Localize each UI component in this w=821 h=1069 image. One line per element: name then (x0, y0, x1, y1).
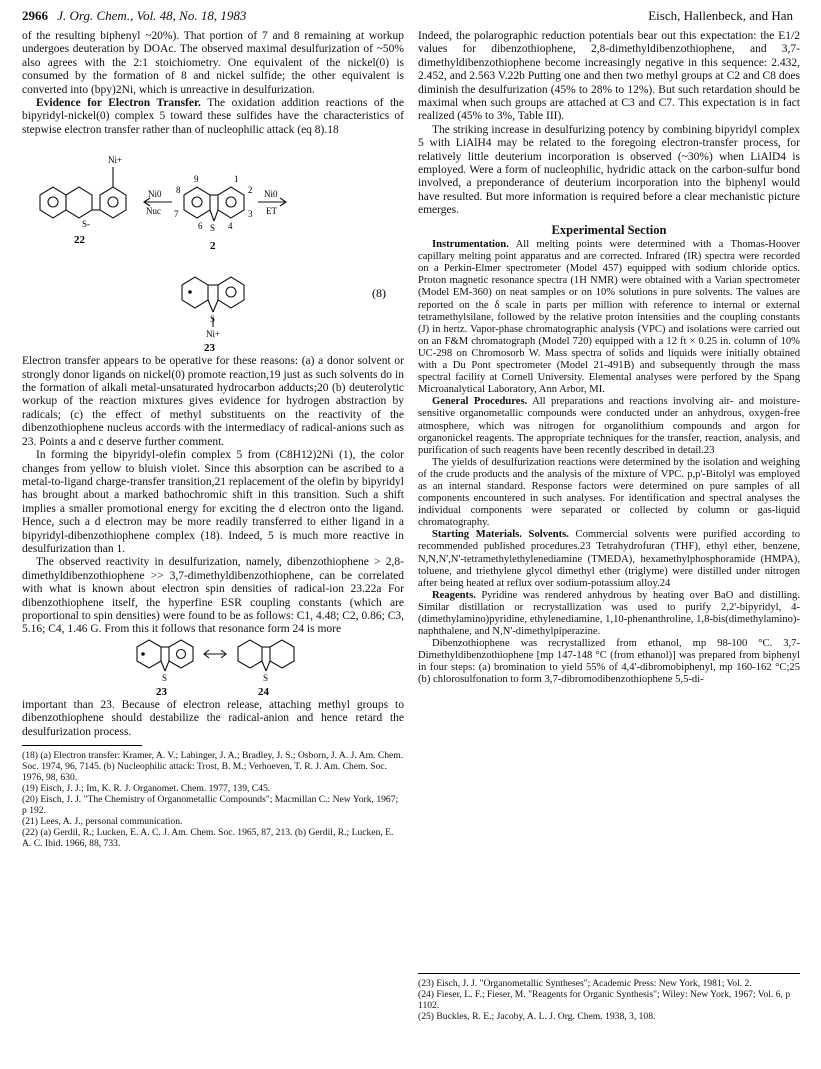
footnote: (19) Eisch, J. J.; Im, K. R. J. Organomet. Chem. 1977, 139, C45. (22, 783, 271, 794)
aromatic-circle (48, 197, 58, 207)
bond (262, 661, 266, 671)
position-number: 4 (228, 221, 233, 232)
aromatic-circle (226, 197, 236, 207)
benzene-ring (100, 187, 126, 218)
bond (213, 300, 218, 312)
aromatic-circle (226, 287, 236, 297)
run-in-heading: Reagents. (432, 589, 476, 601)
bond (165, 661, 169, 671)
benzene-ring (137, 640, 161, 668)
footnote: (21) Lees, A. J., personal communication. (22, 816, 183, 827)
paragraph-text: All preparations and reactions involving air- and moisture-sensitive organometallic compounds were conducted under an anhydrous, oxygen-free atmosphere, which was nitrogen for organolithium compounds and argon for organonickel reagents. The appropriate techniques for the transfer, reaction, analysis, and purification of such reagents have been recently described in detail.23 (418, 396, 800, 456)
benzene-ring (40, 187, 66, 218)
position-number: 2 (248, 185, 253, 196)
paragraph: In forming the bipyridyl-olefin complex 5 from (C8H12)2Ni (1), the color changes from yellow to bluish violet. Since this absorption can be ascribed to a metal-to-ligand charge-transfer transition,21 replacement of the olefin by bipyridyl has brought about a marked bathochromic shift in this transition. Such a shift implies a smaller promotional energy for exciting the d electron onto the ligand. Hence, such a d electron may be more readily transferred to either ligand in a bipyridyl-dibenzothiophene complex (18). Indeed, 5 is much more reactive in desulfurization than 1. (22, 449, 404, 555)
run-in-heading: General Procedures. (432, 396, 528, 408)
radical-dot (188, 290, 192, 294)
footnote-rule (418, 973, 800, 974)
benzene-ring (66, 187, 92, 218)
sulfur-label: S (210, 223, 216, 234)
position-number: 7 (174, 209, 179, 220)
footnote: (23) Eisch, J. J. "Organometallic Syntheses"; Academic Press: New York, 1981; Vol. 2. (418, 978, 752, 989)
s-minus-label: S- (82, 219, 91, 230)
sulfur-label: S (210, 314, 216, 325)
position-number: 1 (234, 174, 239, 185)
paragraph (22, 97, 404, 137)
footnotes-right (418, 973, 800, 1022)
run-in-heading: Evidence for Electron Transfer. (36, 97, 201, 110)
benzene-ring (218, 277, 244, 308)
page-number: 2966 (22, 8, 48, 23)
page-header (22, 8, 793, 28)
bond (161, 661, 165, 671)
journal-citation: J. Org. Chem., Vol. 48, No. 18, 1983 (57, 8, 247, 23)
aromatic-circle (177, 649, 186, 658)
benzene-ring (270, 640, 294, 668)
paragraph: Electron transfer appears to be operative for these reasons: (a) a donor solvent or strongly donor ligands on nickel(0) promote reaction,19 just as such solvents do in the formation of alkali metal-unsaturated hydrocarbon adducts;20 (b) deuterolytic workup of the reaction mixtures gives evidence for hydrogen abstraction by radicals; (c) the effect of methyl substituents on the reactivity of the dibenzothiophene nucleus accords with the intermediacy of radical-anions such as 23. Points a and c deserve further comment. (22, 355, 404, 448)
position-number: 3 (248, 209, 253, 220)
footnote: (20) Eisch, J. J. "The Chemistry of Organometallic Compounds"; Macmillan C.: New York, 1967; p 192. (22, 794, 399, 816)
bond (266, 661, 270, 671)
equation-number: (8) (372, 286, 386, 301)
bond (214, 210, 218, 221)
radical-dot (141, 652, 145, 656)
benzene-ring (238, 640, 262, 668)
paragraph-text: All melting points were determined with a Thomas-Hoover capillary melting point apparatus and are corrected. Infrared (IR) spectra were recorded on a Perkin-Elmer spectrometer (Model 457) equipped with sodium chloride optics. Proton magnetic resonance spectra (1H NMR) were obtained with a Varian spectrometer (Model EM-360) on neat samples or on 10% solutions in pure solvents. The values are reported on the δ scale in parts per million with reference to internal or external tetramethylsilane, followed by the relative proton intensities and the coupling constants (J) in hertz. Vapor-phase chromatographic analysis (VPC) and isolations were carried out on an F&M chromatograph (Model 720) equipped with a 12 ft × 0.25 in. column of 10% UC-298 on Chromosorb W. Mass spectra of solids and liquids were initially obtained with a Du Pont spectrometer (Model 21-491B) and subsequently through the mass spectral facility at Cornell University. Elemental analyses were perfored by the Spang Microanalytical Laboratory, Ann Arbor, MI. (418, 239, 800, 396)
position-number: 9 (194, 174, 199, 185)
paragraph (418, 529, 800, 589)
section-title: Experimental Section (551, 222, 667, 237)
footnote: (18) (a) Electron transfer: Kramer, A. V.; Labinger, J. A.; Bradley, J. S.; Osborn, J. A. J. Am. Chem. Soc. 1974, 96, 7145. (b) Nucleophilic attack: Trost, B. M.; Verhoeven, T. R. J. Am. Chem. Soc. 1976, 98, 630. (22, 750, 404, 783)
footnote-rule (22, 745, 142, 746)
run-in-heading: Starting Materials. Solvents. (432, 529, 569, 541)
footnotes-left (22, 750, 404, 849)
reagent-label: ET (266, 206, 277, 217)
paragraph: important than 23. Because of electron release, attaching methyl groups to dibenzothiophene should destabilize the radical-anion and hence retard the desulfurization process. (22, 698, 404, 738)
ni-plus-label: Ni+ (206, 329, 221, 340)
paragraph (418, 590, 800, 638)
reaction-scheme-eq8 (22, 137, 404, 355)
compound-number: 24 (258, 685, 269, 698)
position-number: 8 (176, 185, 181, 196)
compound-number: 2 (210, 240, 216, 253)
paragraph (418, 239, 800, 396)
aromatic-circle (192, 197, 202, 207)
paragraph: The yields of desulfurization reactions were determined by the isolation and weighing of the crude products and the analysis of the mixture of VPC. p,p'-Bitolyl was employed as an internal standard. Response factors were determined on pure samples of all components encountered in such analyses. For identification and spectral analyses the individual components were separated or collected by column or gas-liquid chromatography. (418, 456, 800, 529)
paragraph: Dibenzothiophene was recrystallized from ethanol, mp 98-100 °C. 3,7-Dimethyldibenzothiophene [mp 147-148 °C (from ethanol)] was prepared from biphenyl in four steps: (a) bromination to yield 55% of 4,4'-dibromobiphenyl, mp 160-162 °C;25 (b) chlorosulfonation to form 3,7-dibromodibenzothiophene 5,5-di- (418, 638, 800, 686)
sulfur-label: S (263, 672, 269, 683)
scheme-svg (22, 137, 404, 355)
paragraph-text: Commercial solvents were purified according to recommended published procedures.23 Tetrahydrofuran (THF), ethyl ether, benzene, N,N,N',N'-tetramethylethylenediamine (TMEDA), hexamethylphosphoramide (HMPA), toluene, and triethylene glycol dimethyl ether (triglyme) were distilled under nitrogen after being heated at reflux over sodium-potassium alloy.24 (418, 529, 800, 589)
resonance-forms (22, 637, 404, 699)
paragraph: The observed reactivity in desulfurization, namely, dibenzothiophene > 2,8-dimethyldibenzothiophene >> 3,7-dimethyldibenzothiophene, can be correlated with what is known about electron spin densities of radical-ion 23.22a For dibenzothiophene itself, the hyperfine ESR coupling constants (which are proportional to spin densities) were found to be as follows: C1, 4.48; C2, 0.86; C3, 5.16; C4, 1.46 G. From this it follows that resonance form 24 is more (22, 556, 404, 636)
paragraph: The striking increase in desulfurizing potency by combining bipyridyl complex 5 with LiAlH4 may be related to the foregoing electron-transfer process, for relatively little deuterium incorporation is observed (~30%) when LiAlD4 is employed. Were a form of nucleophilic, hydridic attack on the carbon-sulfur bond involved, a preponderance of deuterium incorporation into the biphenyl would have resulted. But more information is required before a clear mechanistic picture emerges. (418, 123, 800, 217)
paragraph (418, 396, 800, 456)
paragraph: of the resulting biphenyl ~20%). That portion of 7 and 8 remaining at workup undergoes deuteration by DOAc. The observed maximal desulfurization of ~50% also agrees with the 2:1 stoichiometry. One equivalent of the nickel(0) is consumed by the formation of 8 and nickel sulfide; the other equivalent is converted into (bpy)2Ni, which is unreactive in desulfurization. (22, 30, 404, 96)
running-authors: Eisch, Hallenbeck, and Han (648, 8, 793, 23)
benzene-ring (218, 187, 244, 218)
aromatic-circle (108, 197, 118, 207)
run-in-heading: Instrumentation. (432, 239, 509, 251)
footnote: (22) (a) Gerdil, R.; Lucken, E. A. C. J. Am. Chem. Soc. 1965, 87, 213. (b) Gerdil, R.; Lucken, E. A. C. Ibid. 1966, 88, 733. (22, 827, 394, 849)
sulfur-label: S (162, 672, 168, 683)
benzene-ring (169, 640, 193, 668)
benzene-ring (182, 277, 208, 308)
position-number: 6 (198, 221, 203, 232)
ni-plus-label: Ni+ (108, 155, 123, 166)
paragraph-text: Pyridine was rendered anhydrous by heating over BaO and distilling. Similar distillation or recrystallization was used to purify 2,2'-bipyridyl, 4-(dimethylamino)pyridine, ethylenediamine, 1,10-phenanthroline, 1,8-bis(dimethylamino)-naphthalene, and N,N'-dimethylpiperazine. (418, 589, 800, 638)
right-column (418, 30, 800, 687)
experimental-body (418, 239, 800, 686)
reagent-label: Nuc (146, 206, 161, 217)
compound-number: 22 (74, 234, 85, 247)
bond (210, 210, 214, 221)
paragraph: Indeed, the polarographic reduction potentials bear out this expectation: the E1/2 values for dibenzothiophene, 2,8-dimethyldibenzothiophene, and 3,7-dimethyldibenzothiophene become increasingly negative in this sequence: 2.432, 2.452, and 2.563 V.22b Putting one and then two methyl groups at C2 and C8 does diminish the desulfurization (45% to 28% to 12%). But such retardation should be maximal when such groups are attached at C3 and C7. This expectation is in fact realized (45% to 3%, Table III). (418, 30, 800, 123)
resonance-svg (22, 637, 404, 699)
compound-number: 23 (204, 342, 215, 355)
footnote: (24) Fieser, L. F.; Fieser, M. "Reagents for Organic Synthesis"; Wiley: New York, 1967; Vol. 6, p 1102. (418, 989, 791, 1011)
reagent-label: Ni0 (148, 189, 162, 200)
left-column (22, 30, 404, 849)
footnote: (25) Buckles, R. E.; Jacoby, A. L. J. Org. Chem. 1938, 3, 108. (418, 1011, 656, 1022)
paragraph-text: The oxidation addition reactions of the bipyridyl-nickel(0) complex 5 toward these sulfides have the characteristics of stepwise electron transfer rather than of nucleophilic attack (eq 8).18 (22, 97, 404, 136)
bond (208, 300, 213, 312)
benzene-ring (184, 187, 210, 218)
reagent-label: Ni0 (264, 189, 278, 200)
compound-number: 23 (156, 685, 167, 698)
